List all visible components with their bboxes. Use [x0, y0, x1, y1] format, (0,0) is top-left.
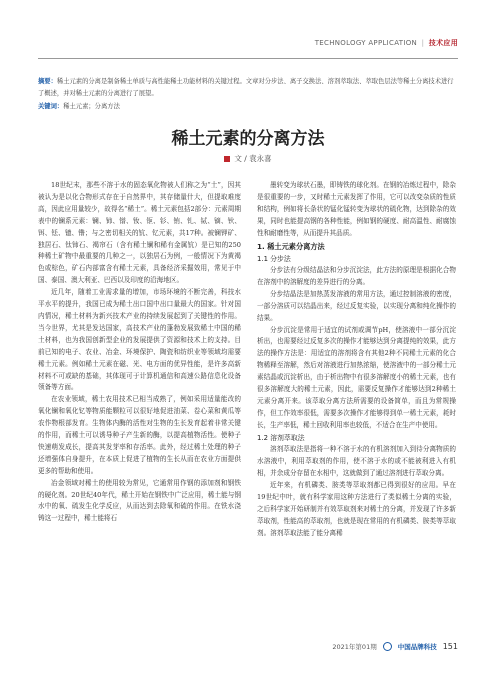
paragraph: 冶金领域对稀土的使用较为常见，它通常用作钢的添加剂和钢铁的硬化剂。20世纪40年代，稀土开始在钢铁中广泛应用，稀土能与钢水中的氧、硫发生化学反应，从而达到去除氧和硫的作用。在铁水浇铸这一过程中，稀土能将石	[38, 478, 241, 523]
abstract-label: 摘要：	[38, 78, 57, 85]
author-line	[0, 153, 496, 164]
page-footer	[332, 642, 458, 651]
header-rule	[38, 58, 458, 59]
issue-label: 2021年第01期	[332, 643, 377, 651]
article-title: 稀土元素的分离方法	[171, 129, 325, 149]
header-separator: |	[421, 39, 425, 47]
paragraph: 分步结晶法是加热蒸发溶液的常用方法，通过控制溶液的密度，一部分溶质可以结晶出来，经过反复实验，以实现分离和纯化操作的结果。	[257, 289, 456, 322]
paragraph: 18世纪末，那些不溶于水的固态氧化物被人们称之为“土”，因其被认为是以化合物形式存在于自然界中，其存储量什大，但提取难度高，因此应用量较少，故得名“稀土”。稀土元素包括2部分：元素周期表中的镧系元素：镧、铈、镨、钕、钷、钐、铕、钆、铽、镝、钬、铒、铥、镱、镥；与之密切相关的钪、钇元素，共17种。被镧钾矿、独居石、钛铈石、褐帘石（含有稀土镧和稀有金属钪）是已知的250种稀土矿物中最重要的几种之一，以独居石为例，一般情况下为黄褐色或棕色，矿石内部富含有稀土元素，具备经济采掘效用，常见于中国、泰国、澳大利亚、巴西以及印度的沿海地区。	[38, 181, 241, 285]
paragraph: 在农业领域，稀土农用技术已相当成熟了，例如采用适量能改的氧化镧和氧化钇等物质能颗粒可以很好地促进油菜、卷心菜和黄瓜等农作物根部发育。生物体内酶的活性对生物的生长发育起着非常关键的作用，而稀土可以诱导种子产生新的酶，以提高植物活性。使种子快速萌发成长，提高其发芽率和存活率。此外，经过稀土处理的种子还增强体自身提升，在本质上促进了植物的生长从而在农业方面提供更多的帮助和使用。	[38, 395, 241, 475]
subsection-heading: 1.1 分步法	[257, 254, 291, 263]
header-chinese: 技术应用	[428, 39, 458, 47]
left-column	[38, 180, 241, 525]
author-text: 文 / 袁永喜	[234, 154, 272, 163]
abstract-text: 稀土元素的分离是制备稀土单质与高性能稀土功能材料的关键过程。文章对分步法、离子交换法、溶剂萃取法、萃取色层法等稀土分离技术进行了概述，并对稀土元素的分离进行了展望。	[38, 78, 454, 97]
journal-header	[315, 38, 458, 48]
author-square-icon	[224, 156, 230, 162]
page-number: 151	[442, 642, 458, 651]
paragraph: 分步沉淀是常用于适宜的试剂或调节pH，使溶液中一部分沉淀析出，也需要经过反复多次的操作才能够达到分离提纯的效果，此方法的操作方法是：用适宜的溶剂将含有其他2种不同稀土元素的化合物稀释至溶解，然后对溶液进行加热浓缩，使溶液中的一部分稀土元素结晶或沉淀析出，由于析出物中有很多溶解度小的稀土元素，也有很多溶解度大的稀土元素，因此，需要反复操作才能够达到2种稀土元素分离开来。该萃取分离方法所需要的设备简单，而且为常规操作，但工作效率很低，需要多次操作才能够得到单一稀土元素，耗时长，生产率低，稀土回收利用率也较低，不适合在生产中使用。	[257, 325, 456, 429]
right-column	[257, 180, 456, 539]
paragraph: 近几年，随着工业需求量的增加，市场环境的不断完善，科技水平水平的提升，我国已成为稀土出口国中出口量最大的国家。针对国内情况，稀土材料为新兴技术产业的持续发展起到了关键性的作用。当今世界，尤其是发达国家，高技术产业的蓬勃发展致稀土中国的稀土材料，也为我国创新型企业的发展提供了资源和技术上的支持。目前已知的电子、农业、冶金、环境保护、陶瓷和纺织业等领域均需要稀土元素。例如稀土元素在磁、光、电方面的优异性能，是许多高新材料不可或缺的基础，其体现可于计算机通信和高速公路信息化设备领备等方面。	[38, 288, 241, 392]
subsection-heading: 1.2 溶剂萃取法	[257, 433, 305, 442]
paragraph: 近年来，有机磷类、胺类等萃取剂都已得到很好的应用。早在19世纪中叶，就有科学家用这种方法进行了类似稀土分离的实验，之后科学家开始研制并有效萃取剂来对稀土的分离，并发现了许多新萃取剂，性能高的萃取剂，也就是现在常用的有机磷类、胺类等萃取剂。溶剂萃取法能了能分离稀	[257, 480, 456, 537]
keywords-text: 稀土元素；分离方法	[63, 103, 120, 110]
keywords-label: 关键词：	[38, 103, 64, 110]
paragraph: 墨转变为球状石墨，即铸铁的球化剂。在钢的冶炼过程中，除杂是很重要的一步，又时稀土元素发挥了作用，它可以改变杂质的性质和结构，例如将长条状的锰化锰转变为球状的硫化物，达到除杂的效果，同时也能提高钢的各种性能，例如钢的硬度、耐高温性、耐腐蚀性和耐磨性等，从而提升其品质。	[257, 181, 456, 237]
keywords	[38, 101, 458, 112]
paragraph: 溶剂萃取法是指将一种不溶于水的有机溶剂加入到待分离物质的水溶液中，利用萃取剂的作用，使不溶于水的或不能被利进入有机相，并余成分存留在水相中，这就做到了通过溶剂进行萃取分离。	[257, 445, 456, 478]
paragraph: 分步法有分级结晶法和分步沉淀法，此方法的原理是根据化合物在溶剂中的溶解度的差异进行的分离。	[257, 266, 456, 286]
brand-logo: 中国品牌科技	[397, 643, 437, 651]
section-heading: 1. 稀土元素分离方法	[257, 241, 325, 251]
header-english: TECHNOLOGY APPLICATION	[314, 39, 418, 47]
abstract	[38, 76, 458, 99]
globe-icon	[383, 642, 392, 651]
